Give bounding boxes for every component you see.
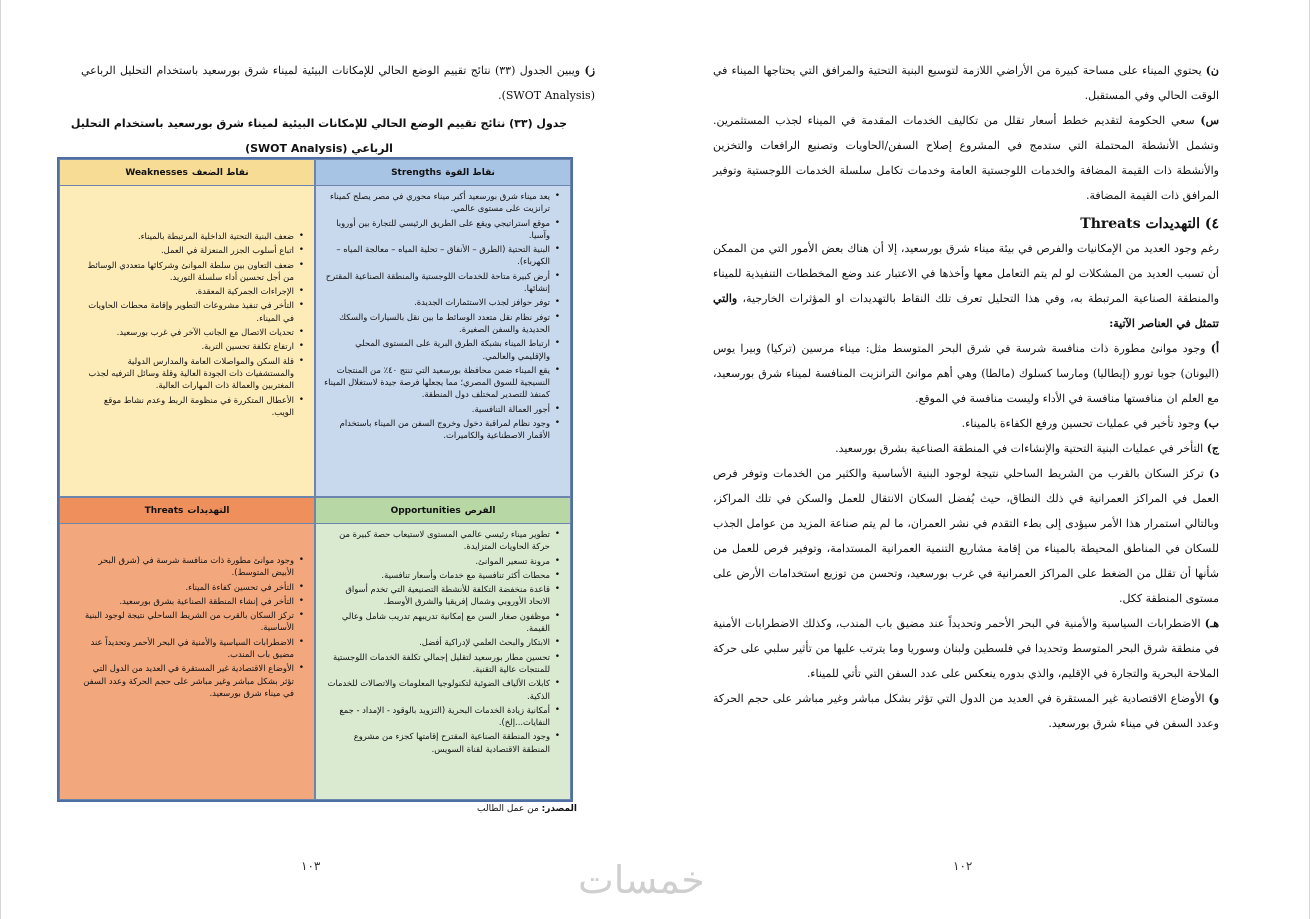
swot-threats-cell (59, 497, 315, 800)
threats-title-en: Threats (144, 505, 184, 516)
list-item: • محطات أكثر تنافسية مع خدمات وأسعار تنافسية. (324, 569, 560, 581)
item-label: و) (1208, 692, 1220, 705)
paragraph-text: سعي الحكومة لتقديم خطط أسعار تقلل من تكاليف الخدمات المقدمة في الميناء لجذب المستثمرين. وتشمل الأنشطة المحتملة التي ستدمج في المشروع إصلاح السفن/الحاويات وتصنيع الرافعات والتخزين والأنشطة ذات القيمة المضافة والخدمات اللوجستية العامة وخدمات تكامل سلسلة الخدمات اللوجستية وتوفير المرافق ذات القيمة المضافة. (713, 114, 1219, 202)
item-text: التأخر في عمليات البنية التحتية والإنشاءات في المنطقة الصناعية بشرق بورسعيد. (835, 442, 1204, 455)
list-item: • البنية التحتية (الطرق – الأنفاق – تحلية المياه – معالجة المياه – الكهرباء). (324, 243, 560, 268)
threat-item (713, 436, 1219, 461)
list-item: • تطوير ميناء رئيسي عالمي المستوى لاستيعاب حصة كبيرة من حركة الحاويات المتزايدة. (324, 528, 560, 553)
list-item: • الأوضاع الاقتصادية غير المستقرة في العديد من الدول التي تؤثر بشكل مباشر وغير مباشر على حجم الحركة وعدد السفن في ميناء شرق بورسعيد. (80, 662, 304, 699)
list-item: • الابتكار والبحث العلمي لإدراكية أفضل. (324, 636, 560, 648)
list-item: • تحديات الاتصال مع الجانب الآخر في غرب بورسعيد. (80, 326, 304, 338)
intro-bold: والتي تتمثل في العناصر الآتية: (713, 292, 1219, 330)
strengths-header (316, 160, 570, 186)
section-heading-threats: ٤) التهديدات Threats (1080, 216, 1219, 232)
paragraph-text: يحتوي الميناء على مساحة كبيرة من الأراضي اللازمة لتوسيع البنية التحتية والمرافق التي يحتاجها الميناء في الوقت الحالي وفي المستقبل. (713, 64, 1219, 102)
list-item: • قلة السكن والمواصلات العامة والمدارس الدولية والمستشفيات ذات الجودة العالية وقلة وسائل الترفيه لجذب المغتربين والعمالة ذات المهارات العالية. (80, 355, 304, 392)
paragraph-n (713, 58, 1219, 108)
source-text: من عمل الطالب (477, 804, 539, 814)
page-102 (655, 0, 1310, 919)
list-item: • ارتفاع تكلفة تحسين التربة. (80, 340, 304, 352)
threat-item (713, 461, 1219, 611)
item-label: هـ) (1204, 617, 1219, 630)
paragraph-label: س) (1200, 114, 1219, 127)
page-number: ١٠٢ (953, 859, 973, 873)
list-item: • الاضطرابات السياسية والأمنية في البحر الأحمر وتحديداً عند مضيق باب المندب. (80, 636, 304, 661)
list-item: • ضعف البنية التحتية الداخلية المرتبطة بالميناء. (80, 230, 304, 242)
list-item: • ضعف التعاون بين سلطة الموانئ وشركائها متعددي الوسائط من أجل تحسين أداء سلسلة التوريد. (80, 259, 304, 284)
weaknesses-list (60, 186, 314, 418)
list-item: • اتباع أسلوب الجزر المنعزلة في العمل. (80, 244, 304, 256)
intro-label: ز) (584, 64, 596, 77)
table-intro-paragraph (81, 58, 595, 108)
threat-item (713, 411, 1219, 436)
list-item: • وجود المنطقة الصناعية المقترح إقامتها كجزء من مشروع المنطقة الاقتصادية لقناة السويس. (324, 730, 560, 755)
swot-weaknesses-cell (59, 159, 315, 497)
list-item: • موقع استراتيجي ويقع على الطريق الرئيسي للتجارة بين أوروبا وآسيا. (324, 217, 560, 242)
threat-item (713, 686, 1219, 736)
list-item: • وجود موانئ مطورة ذات منافسة شرسة في (شرق البحر الأبيض المتوسط). (80, 554, 304, 579)
list-item: • توفر حوافز لجذب الاستثمارات الجديدة. (324, 296, 560, 308)
list-item: • موظفون صغار السن مع إمكانية تدريبهم تدريب شامل وعالي القيمة. (324, 610, 560, 635)
item-label: ج) (1206, 442, 1219, 455)
source-label: المصدر: (541, 804, 577, 814)
item-label: ب) (1203, 417, 1219, 430)
table-caption: جدول (٣٣) نتائج تقييم الوضع الحالي للإمكانات البيئية لميناء شرق بورسعيد باستخدام التحليل الرباعي (SWOT Analysis) (70, 117, 568, 155)
item-text: وجود موانئ مطورة ذات منافسة شرسة في شرق البحر المتوسط مثل: ميناء مرسين (تركيا) وبيرا يوس (اليونان) جويا تورو (إيطاليا) ومارسا كسلوك (مالطا) وهي أهم موانئ الترانزيت المنافسة لميناء شرق بورسعيد، مع العلم ان منافستها منافسة في الأداء وليست منافسة في الموقع. (713, 342, 1219, 405)
item-label: د) (1208, 467, 1219, 480)
intro-text: ويبين الجدول (٣٣) نتائج تقييم الوضع الحالي للإمكانات البيئية لميناء شرق بورسعيد باستخدام التحليل الرباعي (SWOT Analysis). (81, 64, 595, 102)
item-text: وجود تأخير في عمليات تحسين ورفع الكفاءة بالميناء. (961, 417, 1200, 430)
list-item: • التأخر في تحسين كفاءة الميناء. (80, 581, 304, 593)
threats-list (60, 524, 314, 699)
opportunities-header (316, 498, 570, 524)
opportunities-title-ar: الفرص (464, 505, 496, 516)
threats-header (60, 498, 314, 524)
table-source (57, 804, 577, 814)
list-item: • الأعطال المتكررة في منظومة الربط وعدم نشاط موقع الويب. (80, 394, 304, 419)
list-item: • مرونة تسعير الموانئ. (324, 555, 560, 567)
list-item: • ارتباط الميناء بشبكة الطرق البرية على المستوى المحلي والإقليمي والعالمي. (324, 337, 560, 362)
swot-strengths-cell (315, 159, 571, 497)
list-item: • تحسين مطار بورسعيد لتقليل إجمالي تكلفة الخدمات اللوجستية للمنتجات عالية التقنية. (324, 651, 560, 676)
list-item: • أجور العمالة التنافسية. (324, 403, 560, 415)
threat-item (713, 611, 1219, 686)
intro-text: رغم وجود العديد من الإمكانيات والفرص في بيئة ميناء شرق بورسعيد، إلا أن هناك بعض الأمور التي من الممكن أن تسبب العديد من المشكلات لو لم يتم التعامل معها وأخذها في الاعتبار عند وضع المخططات التنفيذية للميناء والمنطقة الصناعية المرتبطة به، وفي هذا التحليل تعرف تلك النقاط بالتهديدات او المؤثرات الخارجية، (713, 242, 1220, 305)
list-item: • أرض كبيرة متاحة للخدمات اللوجستية والمنطقة الصناعية المقترح إنشائها. (324, 270, 560, 295)
paragraph-label: ن) (1205, 64, 1219, 77)
strengths-title-en: Strengths (391, 167, 442, 178)
list-item: • أمكانية زيادة الخدمات البحرية (التزويد بالوقود - الإمداد - جمع النفايات...إلخ). (324, 704, 560, 729)
list-item: • قاعدة منخفضة التكلفة للأنشطة التصنيعية التي تخدم أسواق الاتحاد الأوروبي وشمال إفريقيا والشرق الأوسط. (324, 583, 560, 608)
list-item: • كابلات الألياف الضوئية لتكنولوجيا المعلومات والاتصالات للخدمات الذكية. (324, 677, 560, 702)
item-text: الاضطرابات السياسية والأمنية في البحر الأحمر وتحديداً عند مضيق باب المندب، وكذلك الاضطرابات الأمنية في منطقة شرق البحر المتوسط وتحديدا في فلسطين ولبنان وسوريا وما يترتب عليها من تأثير سلبي على حركة الملاحة البحرية والتجارة في الإقليم، والذي بدوره ينعكس على عدد السفن التي تأتي للميناء. (713, 617, 1219, 680)
item-label: أ) (1210, 342, 1219, 355)
list-item: • تركز السكان بالقرب من الشريط الساحلي نتيجة لوجود البنية الأساسية. (80, 609, 304, 634)
threats-intro (713, 236, 1219, 336)
item-text: الأوضاع الاقتصادية غير المستقرة في العديد من الدول التي تؤثر بشكل مباشر وغير مباشر على حجم الحركة وعدد السفن في ميناء شرق بورسعيد. (713, 692, 1219, 730)
list-item: • يقع الميناء ضمن محافظة بورسعيد التي تنتج ٤٠٪ من المنتجات النسيجية للسوق المصري؛ مما يجعلها فرصة جيدة لاستغلال الميناء كمنفذ للتصدير لمختلف دول المنطقة. (324, 364, 560, 401)
opportunities-title-en: Opportunities (390, 505, 461, 516)
swot-table (57, 157, 573, 802)
weaknesses-header (60, 160, 314, 186)
opportunities-list (316, 524, 570, 755)
list-item: • التأخر في إنشاء المنطقة الصناعية بشرق بورسعيد. (80, 595, 304, 607)
list-item: • التأخر في تنفيذ مشروعات التطوير وإقامة محطات الحاويات في الميناء. (80, 299, 304, 324)
threats-title-ar: التهديدات (187, 505, 230, 516)
list-item: • يعد ميناء شرق بورسعيد أكبر ميناء محوري في مصر يصلح كميناء ترانزيت على مستوى عالمي. (324, 190, 560, 215)
list-item: • وجود نظام لمراقبة دخول وخروج السفن من الميناء باستخدام الأقمار الاصطناعية والكاميرات. (324, 417, 560, 442)
list-item: • توفر نظام نقل متعدد الوسائط ما بين نقل بالسيارات والسكك الحديدية والسفن الصغيرة. (324, 311, 560, 336)
strengths-list (316, 186, 570, 442)
list-item: • الإجراءات الجمركية المعقدة. (80, 285, 304, 297)
page-number: ١٠٣ (301, 859, 321, 873)
paragraph-s (713, 108, 1219, 208)
threat-item (713, 336, 1219, 411)
strengths-title-ar: نقاط القوة (445, 167, 495, 178)
weaknesses-title-ar: نقاط الضعف (191, 167, 249, 178)
item-text: تركز السكان بالقرب من الشريط الساحلي نتيجة لوجود البنية الأساسية والكثير من الخدمات وتوفر فرص العمل في المراكز العمرانية في ذلك النطاق، حيث يُفضل السكان الانتقال للعمل والسكن في تلك المراكز، وبالتالي استمرار هذا الأمر سيؤدى إلى بطء التقدم في نشر العمران، ما لم يتم صناعة المزيد من عوامل الجذب للسكان في المناطق المحيطة بالميناء من إقامة مشاريع التنمية العمرانية المستدامة، وتوفير فرص للعمل من شأنها أن تقلل من الضغط على المراكز العمرانية في غرب بورسعيد، وتحسن من توزيع استخدامات الأرض على مستوى المنطقة ككل. (713, 467, 1219, 605)
swot-opportunities-cell (315, 497, 571, 800)
weaknesses-title-en: Weaknesses (125, 167, 188, 178)
page-102-body (713, 58, 1219, 736)
watermark-logo: خمسات (578, 858, 705, 902)
